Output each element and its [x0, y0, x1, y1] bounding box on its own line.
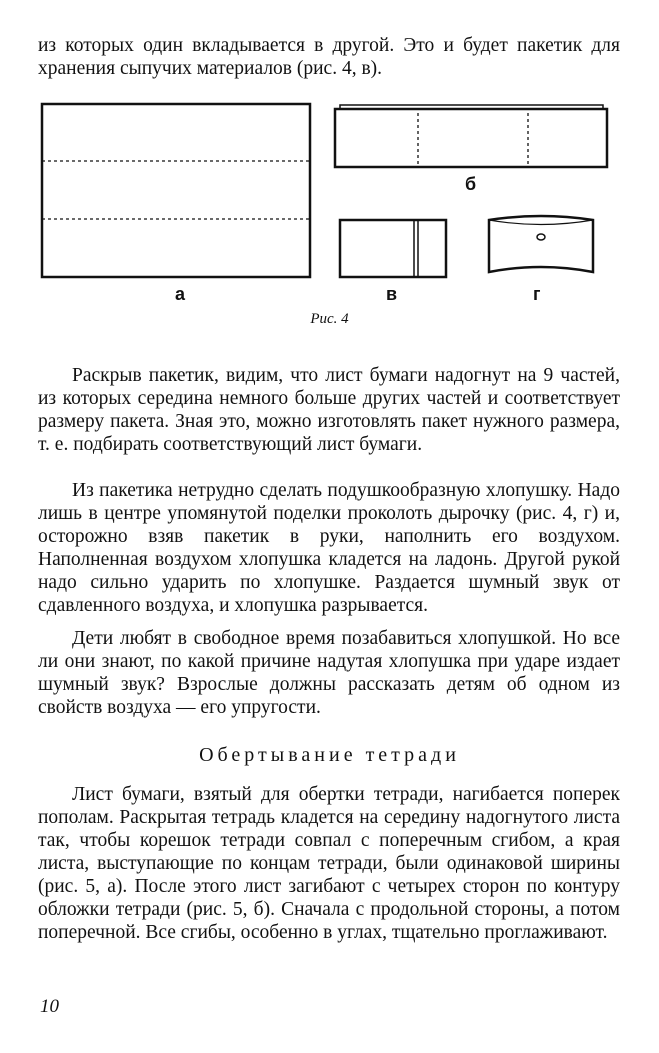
paragraph-3: Дети любят в свободное время позабавиться хлопушкой. Но все ли они знают, по какой причине надутая хлопушка при ударе издает шумный звук? Взрослые должны рассказать детям об одном из свойств воздуха — его упругости. [38, 628, 620, 718]
section-heading: Обертывание тетради [199, 744, 460, 766]
paragraph-2: Из пакетика нетрудно сделать подушкообразную хлопушку. Надо лишь в центре упомянутой поделки проколоть дырочку (рис. 4, г) и, осторожно взяв пакетик в руки, наполнить его воздухом. Наполненная воздухом хлопушка кладется на ладонь. Другой рукой надо сильно ударить по хлопушке. Раздается шумный звук от сдавленного воздуха, и хлопушка разрывается. [38, 480, 620, 616]
figure-4-illustration [0, 95, 659, 305]
figure-label-v: в [386, 284, 398, 304]
page-number: 10 [40, 996, 59, 1017]
figure-a-sheet [42, 104, 310, 277]
figure-v-packet [340, 220, 446, 277]
top-paragraph: из которых один вкладывается в другой. Это и будет пакетик для хранения сыпучих материалов (рис. 4, в). [38, 35, 620, 79]
section-paragraph: Лист бумаги, взятый для обертки тетради, нагибается поперек пополам. Раскрытая тетрадь кладется на середину надогнутого листа так, чтобы корешок тетради совпал с поперечным сгибом, а края листа, выступающие по концам тетради, были одинаковой ширины (рис. 5, а). После этого лист загибают с четырех сторон по контуру обложки тетради (рис. 5, б). Сначала с продольной стороны, а потом поперечной. Все сгибы, особенно в углах, тщательно проглаживают. [38, 784, 620, 943]
figure-label-a: а [175, 284, 186, 304]
figure-g-packet [489, 216, 593, 272]
figure-label-g: г [533, 284, 541, 304]
figure-b-strip [335, 105, 607, 167]
paragraph-1: Раскрыв пакетик, видим, что лист бумаги надогнут на 9 частей, из которых середина немного больше других частей и соответствует размеру пакета. Зная это, можно изготовлять пакет нужного размера, т. е. подбирать соответствующий лист бумаги. [38, 365, 620, 455]
figure-caption: Рис. 4 [310, 311, 349, 327]
figure-label-b: б [465, 174, 477, 194]
